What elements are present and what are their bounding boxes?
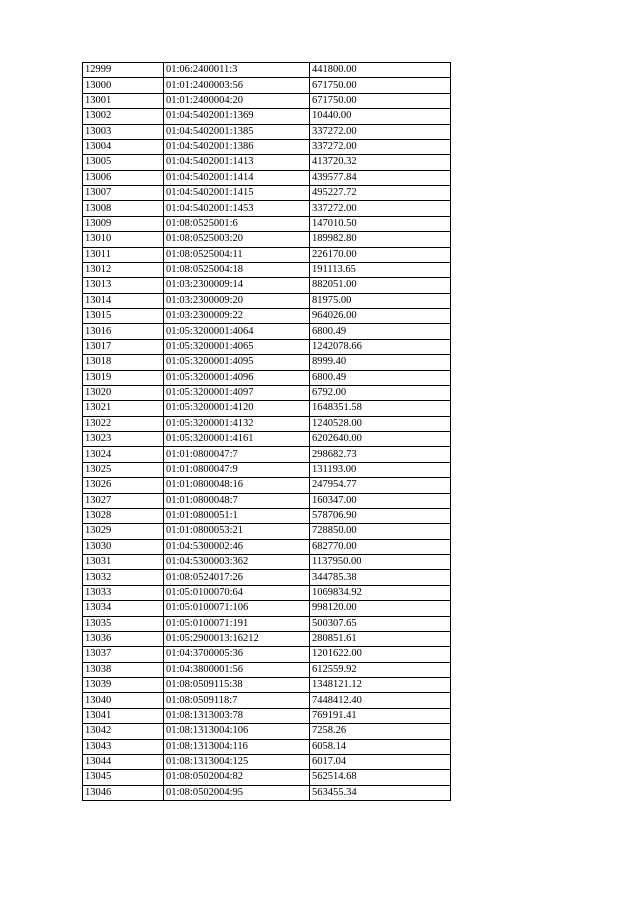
row-id-cell: 13033 [83,585,164,600]
table-row [83,109,451,124]
amount-cell: 1348121.12 [310,678,451,693]
row-id-cell: 13018 [83,355,164,370]
cadastral-code-cell: 01:08:1313003:78 [164,708,310,723]
data-table [82,62,451,801]
amount-cell: 81975.00 [310,293,451,308]
row-id-cell: 13046 [83,785,164,800]
row-id-cell: 13004 [83,139,164,154]
row-id-cell: 13013 [83,278,164,293]
row-id-cell: 13010 [83,232,164,247]
table-row [83,708,451,723]
cadastral-code-cell: 01:08:0525004:18 [164,262,310,277]
cadastral-code-cell: 01:01:0800048:7 [164,493,310,508]
amount-cell: 671750.00 [310,93,451,108]
amount-cell: 728850.00 [310,524,451,539]
row-id-cell: 13035 [83,616,164,631]
row-id-cell: 13024 [83,447,164,462]
amount-cell: 495227.72 [310,186,451,201]
row-id-cell: 13023 [83,432,164,447]
table-row [83,631,451,646]
amount-cell: 10440.00 [310,109,451,124]
amount-cell: 682770.00 [310,539,451,554]
row-id-cell: 13008 [83,201,164,216]
table-row [83,170,451,185]
table-row [83,78,451,93]
amount-cell: 337272.00 [310,139,451,154]
cadastral-code-cell: 01:04:5402001:1453 [164,201,310,216]
table-row [83,647,451,662]
amount-cell: 1648351.58 [310,401,451,416]
amount-cell: 1242078.66 [310,339,451,354]
row-id-cell: 13039 [83,678,164,693]
table-row [83,462,451,477]
amount-cell: 964026.00 [310,309,451,324]
cadastral-code-cell: 01:05:0100071:191 [164,616,310,631]
row-id-cell: 13019 [83,370,164,385]
table-row [83,493,451,508]
cadastral-code-cell: 01:08:0525001:6 [164,216,310,231]
table-row [83,124,451,139]
row-id-cell: 13015 [83,309,164,324]
table-row [83,247,451,262]
cadastral-code-cell: 01:04:3700005:36 [164,647,310,662]
table-row [83,278,451,293]
amount-cell: 6017.04 [310,754,451,769]
amount-cell: 6792.00 [310,385,451,400]
table-row [83,447,451,462]
amount-cell: 1240528.00 [310,416,451,431]
row-id-cell: 13041 [83,708,164,723]
cadastral-code-cell: 01:01:2400004:20 [164,93,310,108]
table-row [83,570,451,585]
cadastral-code-cell: 01:05:3200001:4120 [164,401,310,416]
amount-cell: 769191.41 [310,708,451,723]
amount-cell: 6800.49 [310,324,451,339]
table-row [83,585,451,600]
row-id-cell: 13028 [83,508,164,523]
table-row [83,339,451,354]
amount-cell: 191113.65 [310,262,451,277]
table-row [83,93,451,108]
row-id-cell: 13014 [83,293,164,308]
cadastral-code-cell: 01:08:0524017:26 [164,570,310,585]
amount-cell: 147010.50 [310,216,451,231]
cadastral-code-cell: 01:01:0800047:9 [164,462,310,477]
table-row [83,201,451,216]
table-row [83,262,451,277]
amount-cell: 441800.00 [310,63,451,78]
cadastral-code-cell: 01:08:0509118:7 [164,693,310,708]
amount-cell: 7258.26 [310,724,451,739]
amount-cell: 612559.92 [310,662,451,677]
table-row [83,416,451,431]
row-id-cell: 13011 [83,247,164,262]
cadastral-code-cell: 01:04:5402001:1413 [164,155,310,170]
amount-cell: 160347.00 [310,493,451,508]
cadastral-code-cell: 01:05:2900013:16212 [164,631,310,646]
amount-cell: 226170.00 [310,247,451,262]
cadastral-code-cell: 01:08:1313004:125 [164,754,310,769]
row-id-cell: 13020 [83,385,164,400]
cadastral-code-cell: 01:08:0502004:82 [164,770,310,785]
table-row [83,293,451,308]
row-id-cell: 13032 [83,570,164,585]
cadastral-code-cell: 01:05:3200001:4132 [164,416,310,431]
amount-cell: 6800.49 [310,370,451,385]
cadastral-code-cell: 01:08:0502004:95 [164,785,310,800]
amount-cell: 337272.00 [310,201,451,216]
cadastral-code-cell: 01:01:0800051:1 [164,508,310,523]
cadastral-code-cell: 01:08:0525003:20 [164,232,310,247]
amount-cell: 280851.61 [310,631,451,646]
cadastral-code-cell: 01:03:2300009:20 [164,293,310,308]
cadastral-code-cell: 01:04:5402001:1414 [164,170,310,185]
cadastral-code-cell: 01:04:3800001:56 [164,662,310,677]
row-id-cell: 13029 [83,524,164,539]
cadastral-code-cell: 01:03:2300009:22 [164,309,310,324]
cadastral-code-cell: 01:05:3200001:4097 [164,385,310,400]
table-row [83,155,451,170]
cadastral-code-cell: 01:05:0100070:64 [164,585,310,600]
table-row [83,754,451,769]
table-row [83,693,451,708]
amount-cell: 344785.38 [310,570,451,585]
amount-cell: 6202640.00 [310,432,451,447]
row-id-cell: 13026 [83,478,164,493]
table-row [83,508,451,523]
amount-cell: 413720.32 [310,155,451,170]
row-id-cell: 13000 [83,78,164,93]
table-row [83,355,451,370]
table-row [83,324,451,339]
table-row [83,232,451,247]
table-row [83,724,451,739]
row-id-cell: 13002 [83,109,164,124]
amount-cell: 562514.68 [310,770,451,785]
table-row [83,678,451,693]
cadastral-code-cell: 01:04:5402001:1369 [164,109,310,124]
amount-cell: 998120.00 [310,601,451,616]
row-id-cell: 13022 [83,416,164,431]
row-id-cell: 13016 [83,324,164,339]
amount-cell: 671750.00 [310,78,451,93]
row-id-cell: 13007 [83,186,164,201]
table-row [83,601,451,616]
amount-cell: 8999.40 [310,355,451,370]
table-row [83,770,451,785]
amount-cell: 1201622.00 [310,647,451,662]
table-row [83,739,451,754]
amount-cell: 500307.65 [310,616,451,631]
row-id-cell: 13005 [83,155,164,170]
cadastral-code-cell: 01:05:3200001:4095 [164,355,310,370]
table-row [83,139,451,154]
row-id-cell: 13043 [83,739,164,754]
cadastral-code-cell: 01:01:0800047:7 [164,447,310,462]
amount-cell: 1137950.00 [310,555,451,570]
row-id-cell: 13003 [83,124,164,139]
amount-cell: 247954.77 [310,478,451,493]
cadastral-code-cell: 01:08:0525004:11 [164,247,310,262]
table-row [83,370,451,385]
row-id-cell: 13042 [83,724,164,739]
table-row [83,785,451,800]
cadastral-code-cell: 01:08:1313004:106 [164,724,310,739]
cadastral-code-cell: 01:01:0800048:16 [164,478,310,493]
table-row [83,662,451,677]
amount-cell: 563455.34 [310,785,451,800]
amount-cell: 337272.00 [310,124,451,139]
row-id-cell: 13009 [83,216,164,231]
row-id-cell: 13025 [83,462,164,477]
amount-cell: 578706.90 [310,508,451,523]
table-row [83,524,451,539]
cadastral-code-cell: 01:05:3200001:4065 [164,339,310,354]
row-id-cell: 13017 [83,339,164,354]
row-id-cell: 13001 [83,93,164,108]
amount-cell: 298682.73 [310,447,451,462]
cadastral-code-cell: 01:01:2400003:56 [164,78,310,93]
cadastral-code-cell: 01:06:2400011:3 [164,63,310,78]
table-row [83,186,451,201]
row-id-cell: 13027 [83,493,164,508]
table-row [83,385,451,400]
cadastral-code-cell: 01:04:5402001:1385 [164,124,310,139]
cadastral-code-cell: 01:04:5300002:46 [164,539,310,554]
row-id-cell: 13034 [83,601,164,616]
row-id-cell: 13036 [83,631,164,646]
row-id-cell: 13006 [83,170,164,185]
amount-cell: 131193.00 [310,462,451,477]
row-id-cell: 12999 [83,63,164,78]
amount-cell: 1069834.92 [310,585,451,600]
cadastral-code-cell: 01:04:5300003:362 [164,555,310,570]
table-row [83,539,451,554]
amount-cell: 7448412.40 [310,693,451,708]
cadastral-code-cell: 01:05:3200001:4064 [164,324,310,339]
amount-cell: 439577.84 [310,170,451,185]
table-row [83,216,451,231]
cadastral-code-cell: 01:05:3200001:4096 [164,370,310,385]
table-row [83,63,451,78]
table-body [83,63,451,801]
row-id-cell: 13037 [83,647,164,662]
cadastral-code-cell: 01:03:2300009:14 [164,278,310,293]
cadastral-code-cell: 01:05:3200001:4161 [164,432,310,447]
amount-cell: 882051.00 [310,278,451,293]
row-id-cell: 13038 [83,662,164,677]
row-id-cell: 13045 [83,770,164,785]
cadastral-code-cell: 01:08:1313004:116 [164,739,310,754]
cadastral-code-cell: 01:08:0509115:38 [164,678,310,693]
cadastral-code-cell: 01:04:5402001:1415 [164,186,310,201]
cadastral-code-cell: 01:01:0800053:21 [164,524,310,539]
table-row [83,309,451,324]
cadastral-code-cell: 01:05:0100071:106 [164,601,310,616]
row-id-cell: 13021 [83,401,164,416]
row-id-cell: 13040 [83,693,164,708]
row-id-cell: 13012 [83,262,164,277]
table-row [83,432,451,447]
table-row [83,555,451,570]
row-id-cell: 13030 [83,539,164,554]
cadastral-code-cell: 01:04:5402001:1386 [164,139,310,154]
table-row [83,478,451,493]
row-id-cell: 13031 [83,555,164,570]
amount-cell: 6058.14 [310,739,451,754]
table-row [83,616,451,631]
amount-cell: 189982.80 [310,232,451,247]
row-id-cell: 13044 [83,754,164,769]
table-row [83,401,451,416]
